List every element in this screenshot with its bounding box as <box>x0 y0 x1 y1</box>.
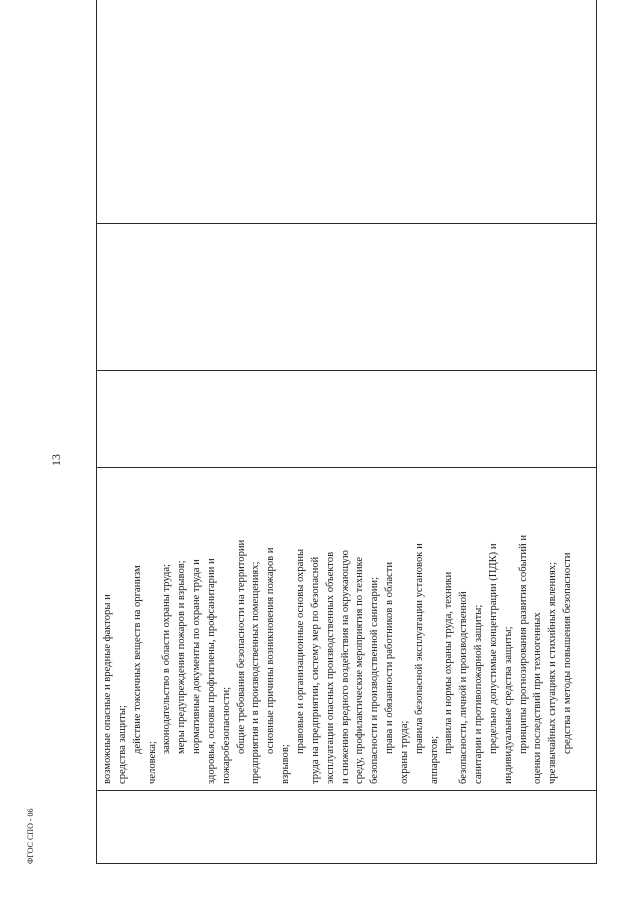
table-cell-empty-3 <box>97 224 597 371</box>
content-line: санитарии и противопожарной защиты; <box>473 604 485 784</box>
content-line: возможные опасные и вредные факторы и <box>102 594 113 784</box>
content-text <box>97 468 578 790</box>
content-line: среду, профилактические мероприятия по технике <box>354 556 366 784</box>
content-table <box>96 0 597 864</box>
content-line: человека; <box>146 741 158 784</box>
table-cell-content <box>97 468 597 791</box>
table-cell-empty-1 <box>97 791 597 864</box>
content-line: нормативные документы по охране труда и <box>191 559 203 754</box>
content-line: средства и методы повышения безопасности <box>562 552 574 754</box>
content-line: права и обязанности работников в области <box>384 561 396 754</box>
content-line: охраны труда; <box>398 720 410 784</box>
rotated-table-area <box>96 0 597 864</box>
content-line: основные причины возникновения пожаров и <box>265 547 277 754</box>
content-line: законодательство в области охраны труда; <box>161 564 173 754</box>
content-line: безопасности, личной и производственной <box>458 591 470 784</box>
table-cell-empty-4 <box>97 0 597 224</box>
content-line: труда на предприятии, систему мер по безопасной <box>309 556 321 784</box>
content-line: чрезвычайных ситуациях и стихийных явлениях; <box>547 562 559 784</box>
footer-code: ФГОС СПО - 06 <box>26 808 35 864</box>
content-line: эксплуатации опасных производственных объектов <box>324 551 336 784</box>
content-line: общие требования безопасности на территории <box>235 539 247 754</box>
content-line: предельно допустимые концентрации (ПДК) и <box>487 543 499 754</box>
content-line: оценки последствий при техногенных <box>532 612 544 784</box>
content-line: взрывов; <box>280 744 292 784</box>
table-row <box>97 0 597 864</box>
content-line: действие токсичных веществ на организм <box>131 565 143 754</box>
content-line: меры предупреждения пожаров и взрывов; <box>176 560 188 754</box>
content-line: безопасности и производственной санитарии; <box>369 576 381 784</box>
content-line: предприятия и в производственных помещениях; <box>250 561 262 784</box>
content-line: принципы прогнозирования развития событий и <box>517 535 529 754</box>
content-line: правила и нормы охраны труда, техники <box>443 571 455 754</box>
content-line: аппаратов; <box>428 735 440 784</box>
page-number: 13 <box>49 454 63 466</box>
table-cell-empty-2 <box>97 371 597 468</box>
content-line: здоровья, основы профгигиены, профсанитарии и <box>205 558 217 784</box>
content-line: индивидуальные средства защиты; <box>502 626 514 784</box>
content-line: правовые и организационные основы охраны <box>294 548 306 754</box>
content-line: и снижению вредного воздействия на окружающую <box>339 550 351 784</box>
content-line: пожаробезопасности; <box>220 686 232 784</box>
content-line: средства защиты; <box>116 705 128 784</box>
content-line: правила безопасной эксплуатации установок и <box>413 543 425 754</box>
